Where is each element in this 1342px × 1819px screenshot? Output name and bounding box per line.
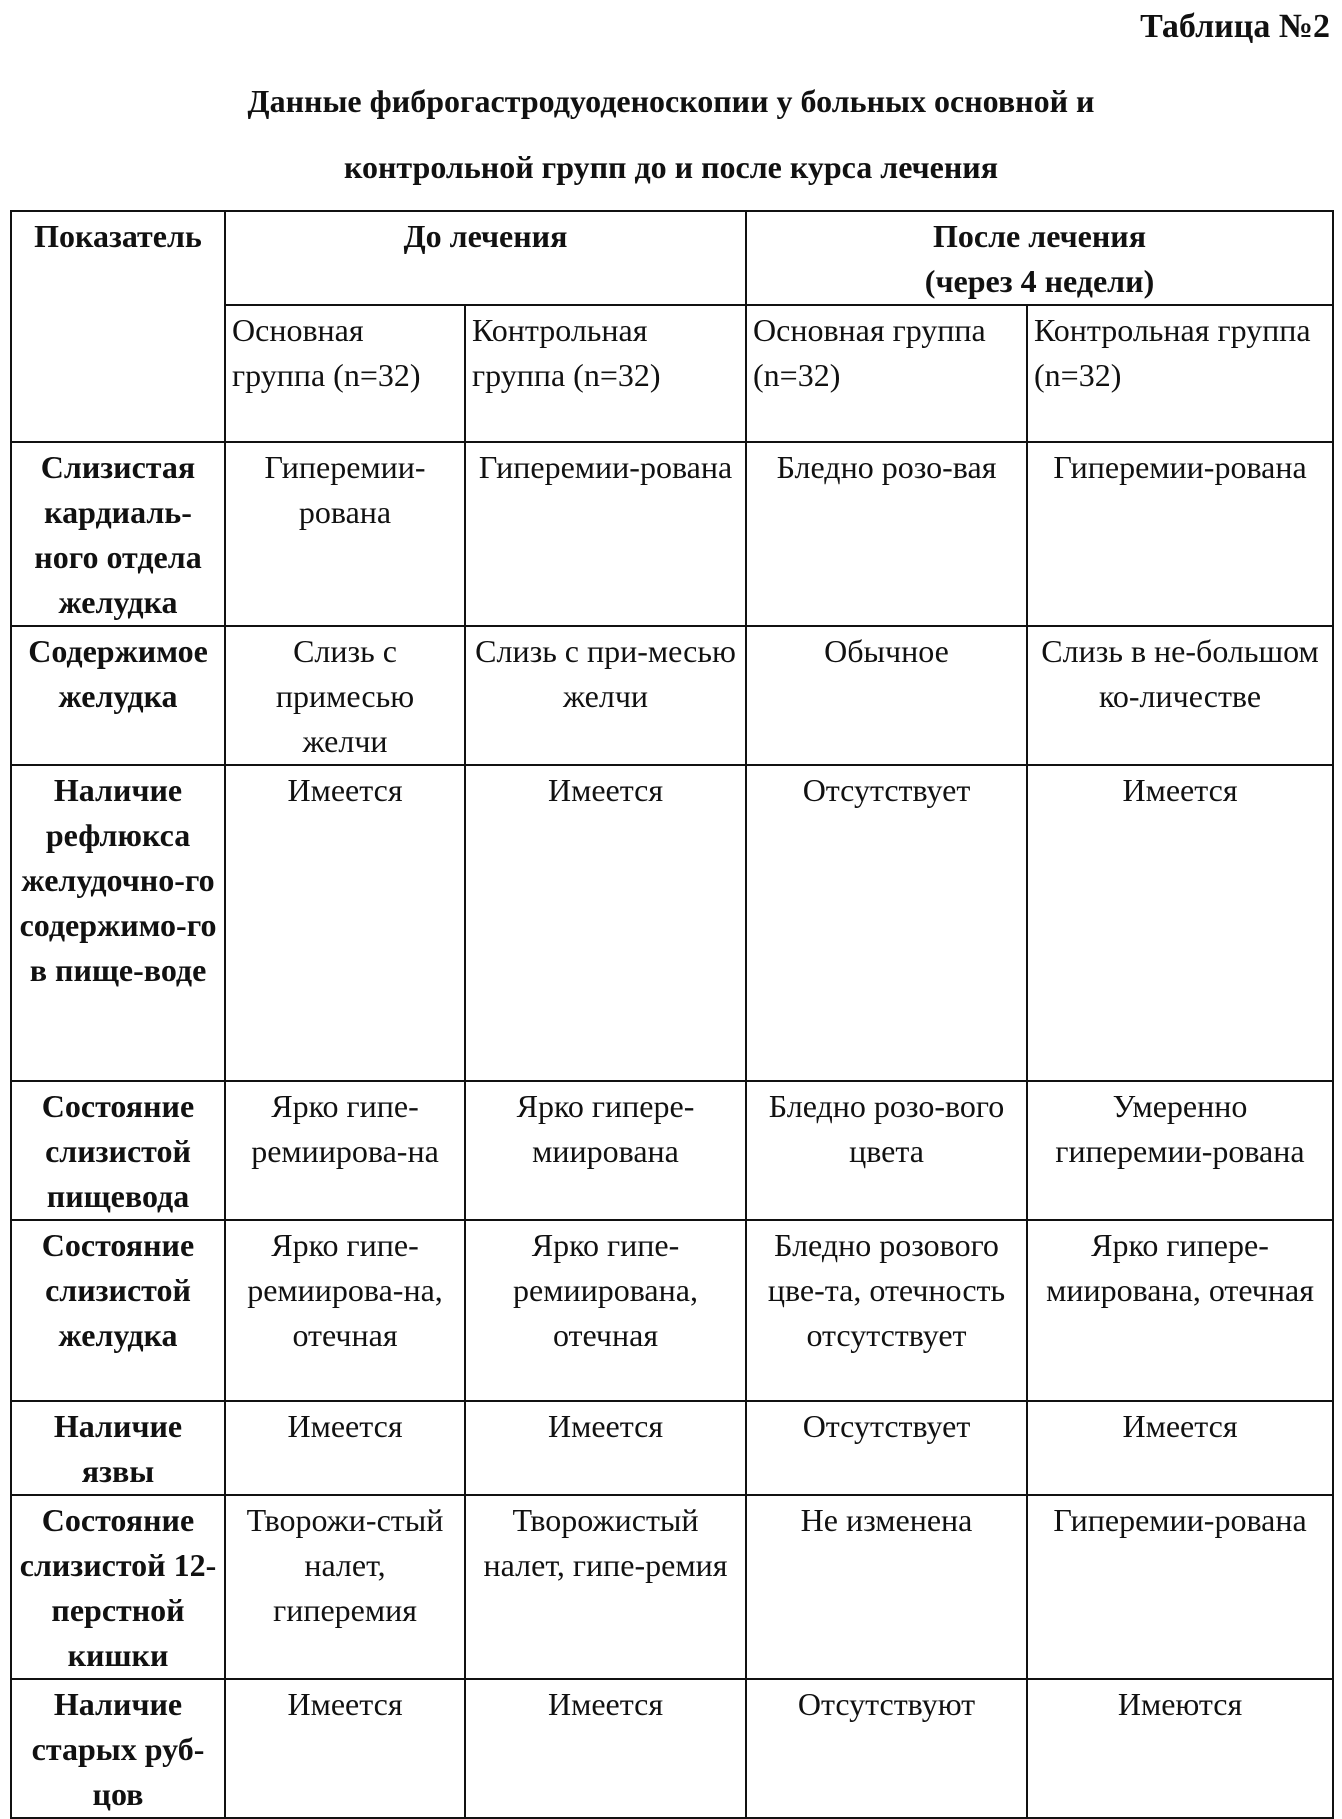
subheader-control-before: Контрольная группа (n=32): [465, 305, 746, 442]
cell-control-before: Ярко гипере-миирована: [465, 1081, 746, 1220]
cell-main-after: Отсутствуют: [746, 1679, 1027, 1818]
table-row: [11, 1220, 1333, 1401]
row-indicator: Состояние слизистой 12-перстной кишки: [11, 1495, 225, 1679]
table-row: [11, 1081, 1333, 1220]
cell-main-after: Бледно розового цве-та, отечность отсутствует: [746, 1220, 1027, 1401]
cell-control-after: Ярко гипере-миирована, отечная: [1027, 1220, 1333, 1401]
table-row: [11, 442, 1333, 626]
cell-control-before: Имеется: [465, 1679, 746, 1818]
header-after-line-2: (через 4 недели): [924, 263, 1155, 299]
header-after-treatment: [746, 211, 1333, 305]
cell-control-after: Умеренно гиперемии-рована: [1027, 1081, 1333, 1220]
cell-control-before: Творожистый налет, гипе-ремия: [465, 1495, 746, 1679]
title-line-1: Данные фиброгастродуоденоскопии у больных основной и: [247, 83, 1095, 119]
cell-main-after: Не изменена: [746, 1495, 1027, 1679]
table-row: [11, 626, 1333, 765]
table-number-label: Таблица №2: [1140, 8, 1330, 45]
title-line-2: контрольной групп до и после курса лечения: [343, 149, 999, 185]
row-indicator: Состояние слизистой пищевода: [11, 1081, 225, 1220]
table-row: [11, 1495, 1333, 1679]
cell-main-before: Ярко гипе-ремиирова-на: [225, 1081, 465, 1220]
cell-main-after: Отсутствует: [746, 1401, 1027, 1495]
header-before-treatment: До лечения: [225, 211, 746, 305]
cell-control-after: Гиперемии-рована: [1027, 442, 1333, 626]
cell-main-after: Бледно розо-вого цвета: [746, 1081, 1027, 1220]
cell-control-before: Слизь с при-месью желчи: [465, 626, 746, 765]
table-title: [0, 68, 1342, 200]
cell-control-after: Имеется: [1027, 765, 1333, 1081]
subheader-main-before: Основная группа (n=32): [225, 305, 465, 442]
cell-main-before: Гиперемии-рована: [225, 442, 465, 626]
cell-control-before: Ярко гипе-ремиирована, отечная: [465, 1220, 746, 1401]
cell-main-after: Отсутствует: [746, 765, 1027, 1081]
cell-main-before: Творожи-стый налет, гиперемия: [225, 1495, 465, 1679]
row-indicator: Слизистая кардиаль-ного отдела желудка: [11, 442, 225, 626]
cell-control-before: Имеется: [465, 765, 746, 1081]
fgds-data-table: [10, 210, 1334, 1819]
cell-control-after: Гиперемии-рована: [1027, 1495, 1333, 1679]
header-indicator: Показатель: [11, 211, 225, 442]
row-indicator: Наличие старых руб-цов: [11, 1679, 225, 1818]
row-indicator: Наличие рефлюкса желудочно-го содержимо-го в пище-воде: [11, 765, 225, 1081]
cell-main-before: Имеется: [225, 765, 465, 1081]
cell-control-before: Гиперемии-рована: [465, 442, 746, 626]
header-after-line-1: После лечения: [932, 218, 1147, 254]
cell-main-after: Бледно розо-вая: [746, 442, 1027, 626]
cell-main-before: Ярко гипе-ремиирова-на, отечная: [225, 1220, 465, 1401]
cell-main-before: Слизь с примесью желчи: [225, 626, 465, 765]
cell-control-before: Имеется: [465, 1401, 746, 1495]
table-row: [11, 765, 1333, 1081]
cell-main-after: Обычное: [746, 626, 1027, 765]
table-row: [11, 1401, 1333, 1495]
row-indicator: Состояние слизистой желудка: [11, 1220, 225, 1401]
row-indicator: Содержимое желудка: [11, 626, 225, 765]
cell-main-before: Имеется: [225, 1401, 465, 1495]
subheader-main-after: Основная группа (n=32): [746, 305, 1027, 442]
subheader-control-after: Контрольная группа (n=32): [1027, 305, 1333, 442]
table-row: [11, 1679, 1333, 1818]
cell-control-after: Имеются: [1027, 1679, 1333, 1818]
cell-main-before: Имеется: [225, 1679, 465, 1818]
cell-control-after: Слизь в не-большом ко-личестве: [1027, 626, 1333, 765]
row-indicator: Наличие язвы: [11, 1401, 225, 1495]
cell-control-after: Имеется: [1027, 1401, 1333, 1495]
header-row: [11, 211, 1333, 305]
